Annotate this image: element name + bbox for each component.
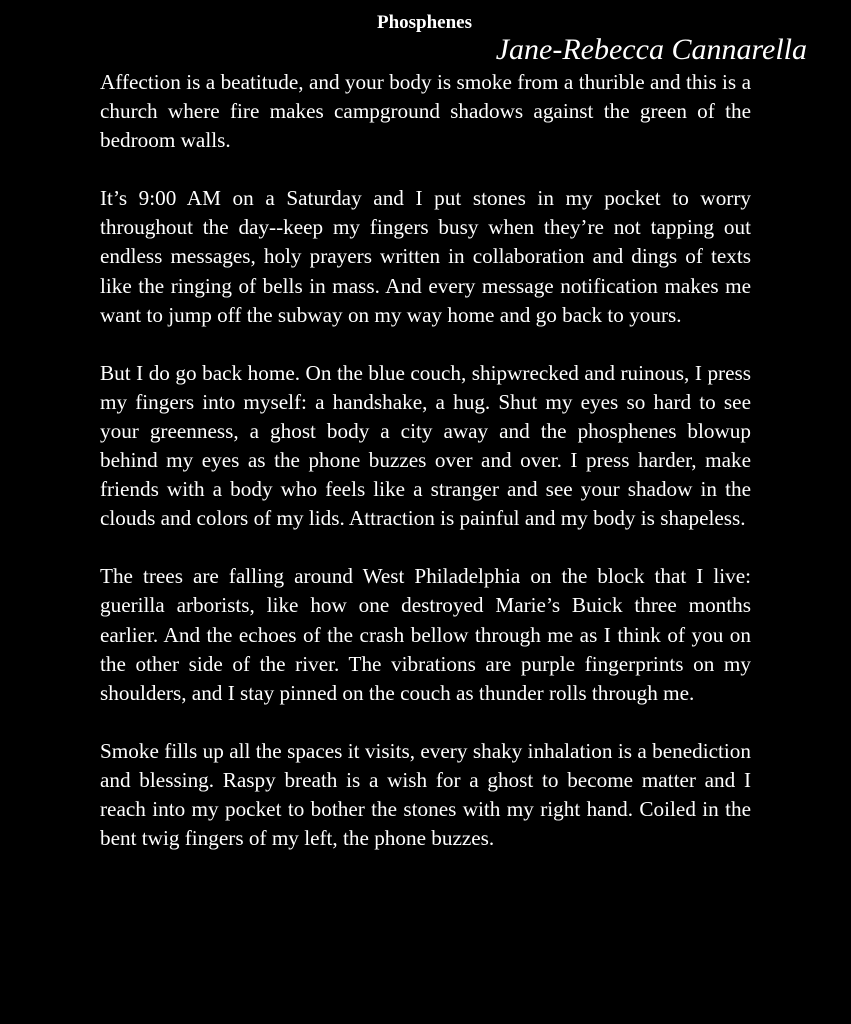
author-name: Jane-Rebecca Cannarella (495, 33, 807, 66)
paragraph-4: The trees are falling around West Philadelphia on the block that I live: guerilla arborists, like how one destroyed Marie’s Buick three months earlier. And the echoes of the crash bellow through me as I think of you on the other side of the river. The vibrations are purple fingerprints on my shoulders, and I stay pinned on the couch as thunder rolls through me. (100, 564, 751, 705)
paragraph-2: It’s 9:00 AM on a Saturday and I put stones in my pocket to worry throughout the day--keep my fingers busy when they’re not tapping out endless messages, holy prayers written in collaboration and dings of texts like the ringing of bells in mass. And every message notification makes me want to jump off the subway on my way home and go back to yours. (100, 186, 751, 327)
poem-body (100, 68, 751, 853)
poem-title-text: Phosphenes (376, 12, 473, 33)
paragraph-5: Smoke fills up all the spaces it visits, every shaky inhalation is a benediction and blessing. Raspy breath is a wish for a ghost to become matter and I reach into my pocket to bother the stones with my right hand. Coiled in the bent twig fingers of my left, the phone buzzes. (100, 738, 751, 851)
paragraph-1: Affection is a beatitude, and your body is smoke from a thurible and this is a church where fire makes campground shadows against the green of the bedroom walls. (100, 70, 751, 153)
paragraph-3: But I do go back home. On the blue couch, shipwrecked and ruinous, I press my fingers into myself: a handshake, a hug. Shut my eyes so hard to see your greenness, a ghost body a city away and the phosphenes blowup behind my eyes as the phone buzzes over and over. I press harder, make friends with a body who feels like a stranger and see your shadow in the clouds and colors of my lids. Attraction is painful and my body is shapeless. (100, 360, 751, 531)
